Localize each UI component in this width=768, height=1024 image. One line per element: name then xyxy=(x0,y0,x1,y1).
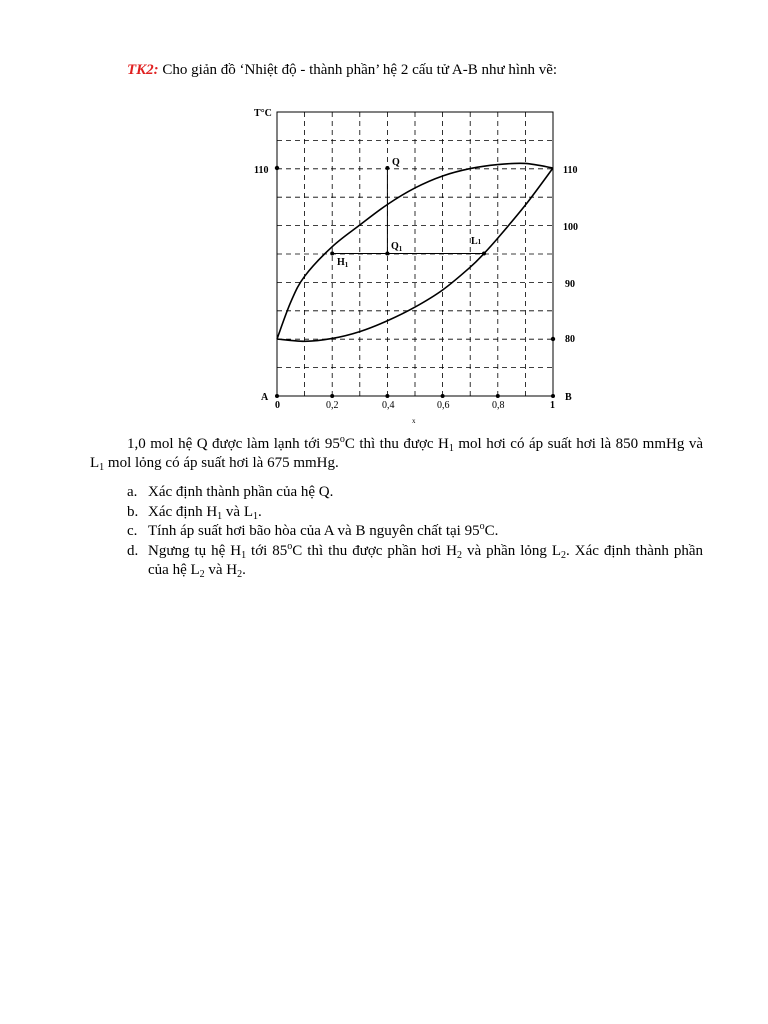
x-tick-0-4: 0,4 xyxy=(382,400,395,411)
x-tick-dot xyxy=(496,394,500,398)
x-tick-0: 0 xyxy=(275,400,280,411)
x-tick-dot xyxy=(441,394,445,398)
point-q-label: Q xyxy=(392,157,400,168)
component-a-label: A xyxy=(261,392,269,403)
question-c: c. Tính áp suất hơi bão hòa của A và B nguyên chất tại 95$^o$C. xyxy=(127,521,499,539)
question-list xyxy=(127,483,703,581)
right-axis-dot xyxy=(551,337,555,341)
point-l1-dot xyxy=(482,252,486,256)
point-l1-label: L1 xyxy=(471,236,482,247)
phase-diagram xyxy=(240,100,600,430)
x-axis-letter: x xyxy=(412,417,416,425)
right-y-tick-90: 90 xyxy=(565,279,575,290)
x-tick-dot xyxy=(385,394,389,398)
point-h1-label: $H_1$ xyxy=(337,257,349,269)
problem-intro xyxy=(127,60,557,80)
point-q-dot xyxy=(385,166,389,170)
intro-text: Cho giản đồ ‘Nhiệt độ - thành phần’ hệ 2 cấu tử A-B như hình vẽ: xyxy=(158,62,558,78)
question-b: b. Xác định $H_1$ và $L_1$. xyxy=(127,503,262,522)
problem-tag: TK2: xyxy=(127,62,159,78)
x-tick-dot xyxy=(330,394,334,398)
right-y-tick-80: 80 xyxy=(565,334,575,345)
left-y-tick-110: 110 xyxy=(254,165,269,176)
x-tick-dot xyxy=(275,394,279,398)
component-b-label: B xyxy=(565,392,572,403)
x-tick-0-2: 0,2 xyxy=(326,400,339,411)
x-tick-0-8: 0,8 xyxy=(492,400,505,411)
x-tick-dot xyxy=(551,394,555,398)
left-axis-dot xyxy=(275,166,279,170)
x-tick-0-6: 0,6 xyxy=(437,400,450,411)
question-d: d. Ngưng tụ hệ $H_1$ tới 85$^o$C thì thu được phần hơi $H_2$ và phần lỏng $L_2$. Xác định thành phần của hệ $L_2$ và $H_2$. xyxy=(127,540,703,580)
right-y-tick-100: 100 xyxy=(563,222,578,233)
question-a: a. Xác định thành phần của hệ Q. xyxy=(127,484,334,500)
point-q1-dot xyxy=(385,252,389,256)
problem-statement: 1,0 mol hệ Q được làm lạnh tới 95$^o$C thì thu được $H_1$ mol hơi có áp suất hơi là 850 mmHg và $L_1$ mol lỏng có áp suất hơi là 675 mmHg. xyxy=(90,434,703,473)
x-tick-1: 1 xyxy=(550,400,555,411)
point-h1-dot xyxy=(330,252,334,256)
right-y-tick-110: 110 xyxy=(563,165,578,176)
y-axis-label: T°C xyxy=(254,108,272,119)
point-q1-label: $Q_1$ xyxy=(391,241,403,253)
